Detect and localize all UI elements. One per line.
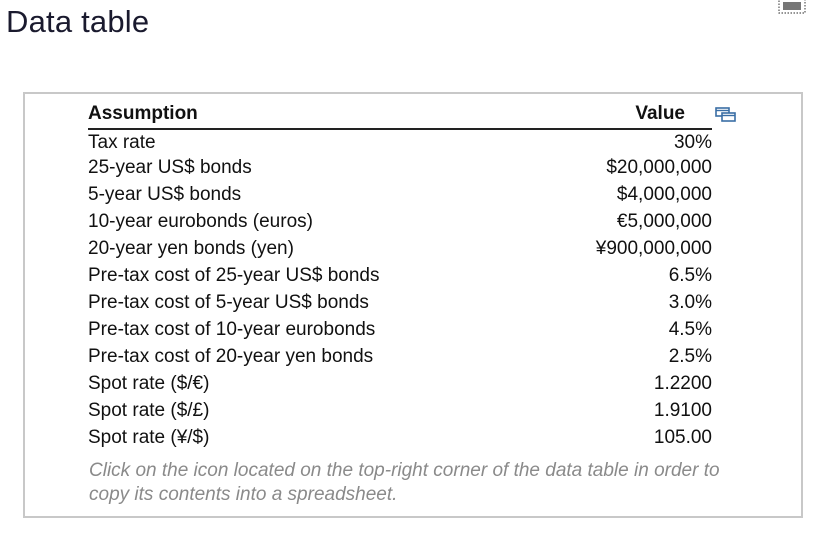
table-row: [88, 211, 712, 238]
table-row: [88, 157, 712, 184]
row-value: 30%: [673, 132, 712, 153]
table-row: [88, 427, 712, 454]
row-value: €5,000,000: [616, 211, 712, 232]
table-row: [88, 265, 712, 292]
table-row: [88, 400, 712, 427]
table-row: [88, 346, 712, 373]
table-row: [88, 129, 712, 157]
row-label: Pre-tax cost of 5-year US$ bonds: [88, 292, 369, 313]
row-label: Spot rate ($/£): [88, 400, 210, 421]
table-header-row: [88, 102, 712, 129]
row-value: 3.0%: [668, 292, 712, 313]
row-value: 4.5%: [668, 319, 712, 340]
copy-to-spreadsheet-button[interactable]: [714, 105, 738, 125]
row-label: 20-year yen bonds (yen): [88, 238, 294, 259]
row-value: ¥900,000,000: [595, 238, 712, 259]
row-label: 25-year US$ bonds: [88, 157, 252, 178]
copy-instruction-note: Click on the icon located on the top-right corner of the data table in order to copy its contents into a spreadsheet.: [89, 460, 720, 505]
table-row: [88, 373, 712, 400]
row-label: 5-year US$ bonds: [88, 184, 242, 205]
table-row: [88, 319, 712, 346]
row-label: Pre-tax cost of 20-year yen bonds: [88, 346, 374, 367]
maximize-button[interactable]: [778, 0, 806, 14]
table-row: [88, 292, 712, 319]
copy-to-spreadsheet-icon: [714, 105, 738, 125]
row-value: $4,000,000: [616, 184, 712, 205]
row-value: 105.00: [653, 427, 712, 448]
maximize-icon: [778, 0, 806, 14]
row-label: Spot rate (¥/$): [88, 427, 210, 448]
column-header-value: Value: [534, 102, 712, 129]
row-value: 6.5%: [668, 265, 712, 286]
row-label: 10-year eurobonds (euros): [88, 211, 313, 232]
row-label: Spot rate ($/€): [88, 373, 210, 394]
row-value: 2.5%: [668, 346, 712, 367]
table-row: [88, 184, 712, 211]
row-value: 1.9100: [653, 400, 712, 421]
row-label: Pre-tax cost of 10-year eurobonds: [88, 319, 376, 340]
row-label: Pre-tax cost of 25-year US$ bonds: [88, 265, 380, 286]
page-title: Data table: [6, 4, 150, 39]
row-label: Tax rate: [88, 132, 156, 153]
row-value: $20,000,000: [606, 157, 712, 178]
row-value: 1.2200: [653, 373, 712, 394]
assumptions-table: [88, 102, 712, 454]
table-row: [88, 238, 712, 265]
column-header-assumption: Assumption: [88, 102, 534, 129]
